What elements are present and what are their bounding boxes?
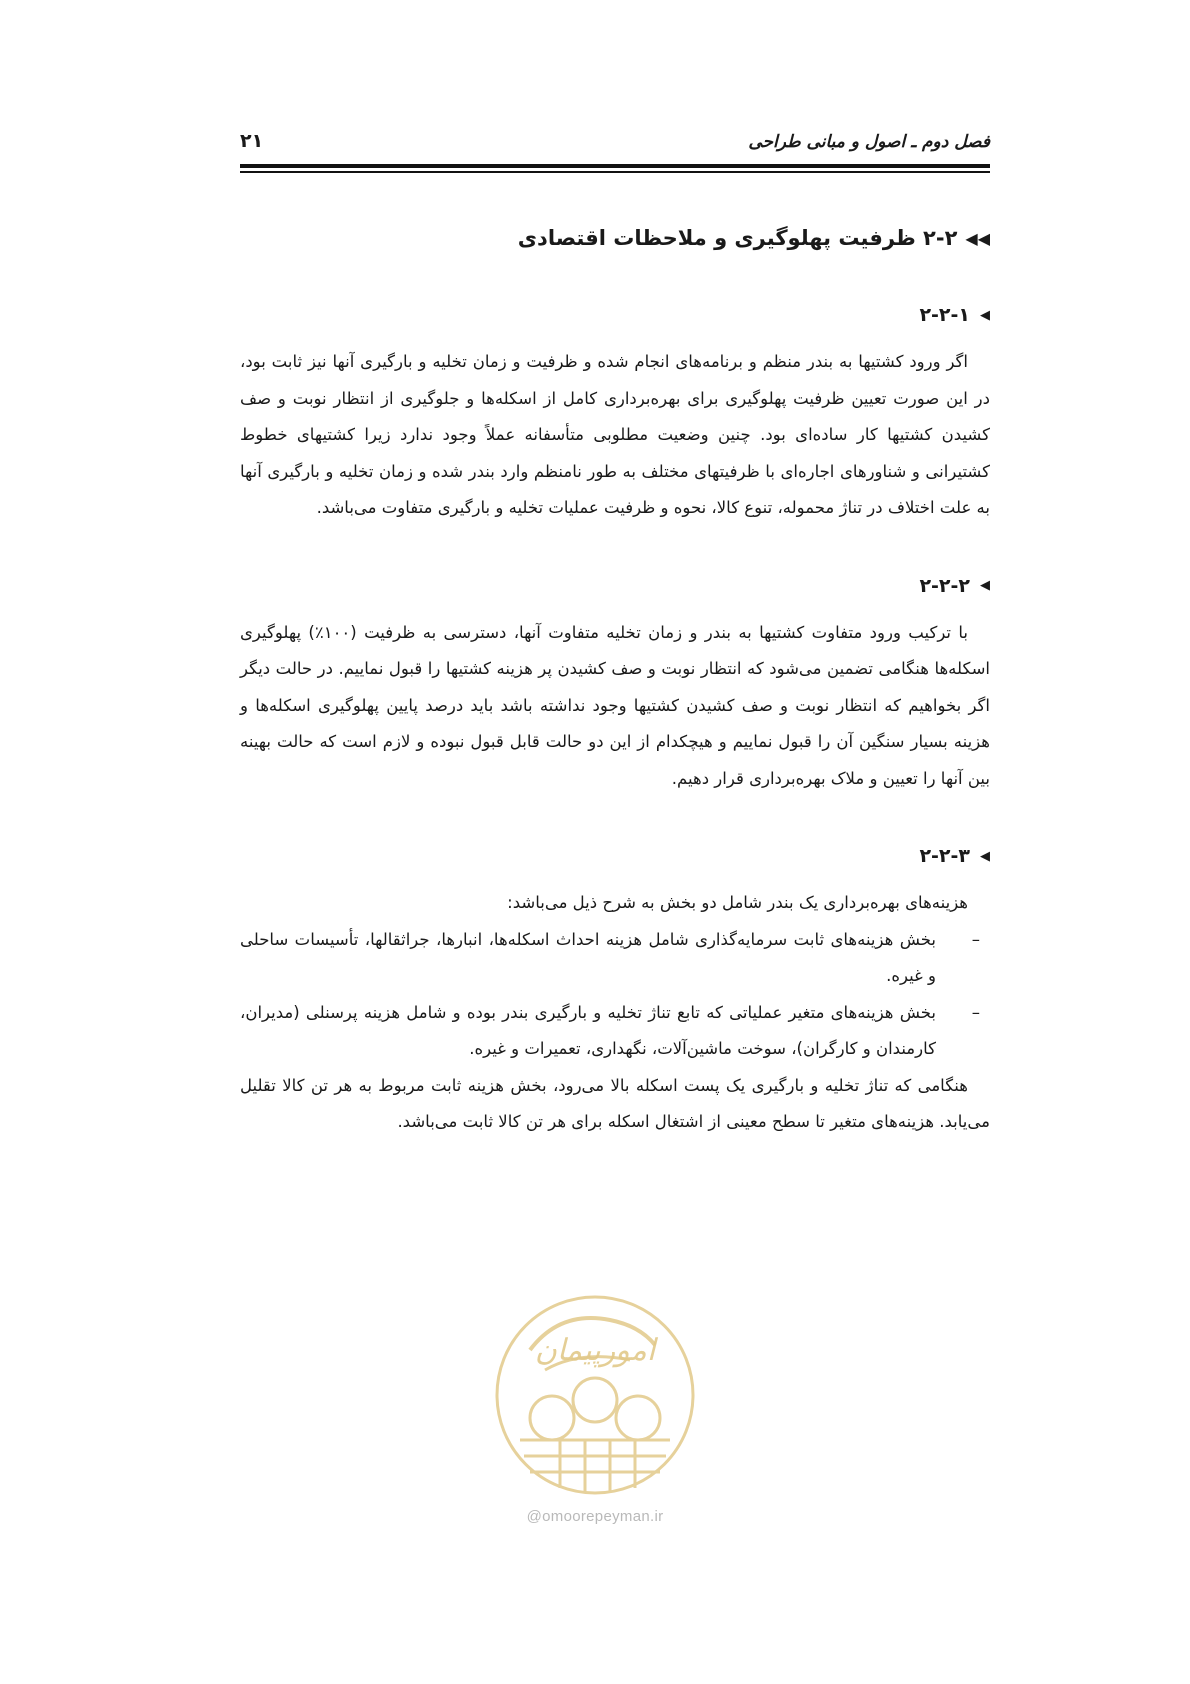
- subsection-number: ۲-۲-۱: [919, 304, 970, 326]
- header-rule-thick: [240, 164, 990, 168]
- section-heading: [240, 220, 990, 256]
- dash-bullet: –: [971, 1002, 980, 1022]
- paragraph: با ترکیب ورود متفاوت کشتیها به بندر و زمان تخلیه متفاوت آنها، دسترسی به ظرفیت (۱۰۰٪) پهلوگیری اسکله‌ها هنگامی تضمین می‌شود که انتظار نوبت و صف کشیدن پر هزینه کشتیها را قبول نماییم. در حالت دیگر اگر بخواهیم که انتظار نوبت و صف کشیدن کشتیها وجود نداشته باشد باید درصد پایین پهلوگیری اسکله‌ها و هزینه بسیار سنگین آن را قبول نماییم و هیچکدام از این دو حالت قابل قبول نبوده و لازم است که حالت بهینه بین آنها را تعیین و ملاک بهره‌برداری قرار دهیم.: [240, 622, 990, 788]
- watermark-logo: [490, 1290, 700, 1500]
- running-title: فصل دوم ـ اصول و مبانی طراحی: [748, 132, 990, 152]
- paragraph: اگر ورود کشتیها به بندر منظم و برنامه‌های انجام شده و ظرفیت و زمان تخلیه و بارگیری آنها نیز ثابت بود، در این صورت تعیین ظرفیت پهلوگیری برای بهره‌برداری کامل از اسکله‌ها و جلوگیری از انتظار نوبت و صف کشیدن کشتیها کار ساده‌ای بود. چنین وضعیت مطلوبی متأسفانه عملاً وجود ندارد زیرا کشتیهای خطوط کشتیرانی و شناورهای اجاره‌ای با ظرفیتهای مختلف به طور نامنظم وارد بندر شده و زمان تخلیه و بارگیری آنها به علت اختلاف در تناژ محموله، تنوع کالا، نحوه و ظرفیت عملیات تخلیه و بارگیری متفاوت می‌باشد.: [240, 352, 990, 517]
- list-item-text: بخش هزینه‌های متغیر عملیاتی که تابع تناژ تخلیه و بارگیری بندر بوده و شامل هزینه پرسنلی (مدیران، کارمندان و کارگران)، سوخت ماشین‌آلات، نگهداری، تعمیرات و غیره.: [240, 1002, 936, 1058]
- section-title: ۲-۲ ظرفیت پهلوگیری و ملاحظات اقتصادی: [517, 226, 958, 250]
- list-item: [240, 995, 990, 1068]
- arrow-icon: ◀: [980, 578, 990, 593]
- main-content: [240, 200, 990, 1141]
- paragraph-intro: هزینه‌های بهره‌برداری یک بندر شامل دو بخش به شرح ذیل می‌باشد:: [507, 893, 968, 912]
- cost-list: [240, 922, 990, 1068]
- page-number: ۲۱: [240, 130, 264, 152]
- subsection-heading-1: [240, 298, 990, 332]
- subsection-heading-3: [240, 839, 990, 873]
- subsection-number: ۲-۲-۲: [919, 574, 970, 597]
- list-item-text: بخش هزینه‌های ثابت سرمایه‌گذاری شامل هزینه احداث اسکله‌ها، انبارها، جراثقالها، تأسیسات ساحلی و غیره.: [240, 929, 936, 985]
- watermark-url: @omoorepeyman.ir: [526, 1508, 664, 1525]
- list-item: [240, 922, 990, 995]
- arrow-icon: ◀: [980, 307, 990, 323]
- subsection-heading-2: [240, 569, 990, 603]
- header-rule-thin: [240, 171, 990, 173]
- arrow-icon: ◀: [980, 848, 990, 864]
- double-arrow-icon: ◀◀: [965, 228, 990, 248]
- running-header: [240, 128, 990, 162]
- subsection-number: ۲-۲-۳: [919, 845, 970, 867]
- watermark-logo-text: امورپیمان: [534, 1333, 656, 1368]
- dash-bullet: –: [971, 929, 980, 949]
- paragraph-closing: هنگامی که تناژ تخلیه و بارگیری یک پست اسکله بالا می‌رود، بخش هزینه ثابت مربوط به هر تن کالا تقلیل می‌یابد. هزینه‌های متغیر تا سطح معینی از اشتغال اسکله برای هر تن کالا ثابت می‌باشد.: [240, 1075, 990, 1131]
